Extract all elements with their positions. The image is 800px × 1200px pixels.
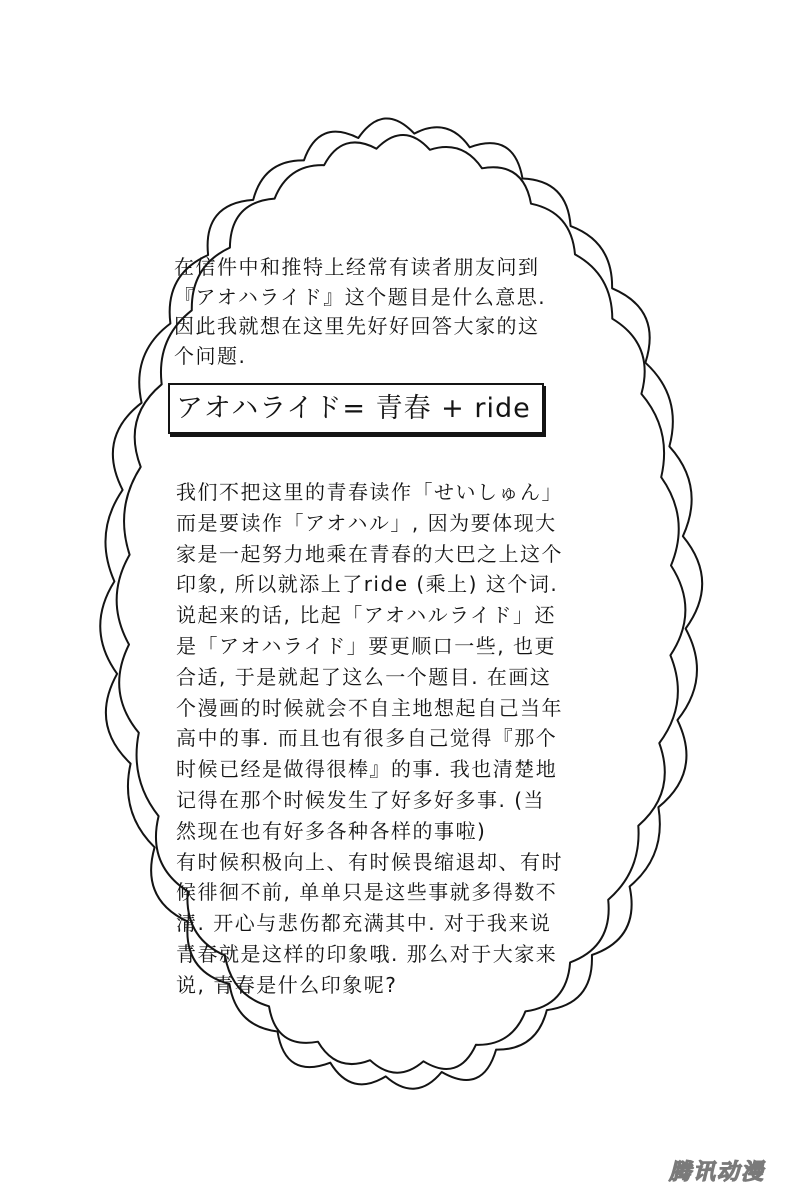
body-paragraph: [176, 477, 563, 1001]
body-line: 说起来的话, 比起「アオハルライド」还: [176, 603, 557, 628]
body-line: 清. 开心与悲伤都充满其中. 对于我来说: [176, 911, 552, 936]
body-line: 然现在也有好多各种各样的事啦): [176, 818, 487, 843]
body-line: 个漫画的时候就会不自主地想起自己当年: [176, 695, 563, 720]
watermark-logo: [652, 1158, 782, 1188]
body-line: 印象, 所以就添上了ride (乘上) 这个词.: [176, 572, 559, 597]
body-line: 说, 青春是什么印象呢?: [176, 972, 398, 997]
body-line: 有时候积极向上、有时候畏缩退却、有时: [176, 849, 563, 874]
body-line: 是「アオハライド」要更顺口一些, 也更: [176, 633, 557, 658]
body-line: 记得在那个时候发生了好多好多事. (当: [176, 787, 546, 812]
watermark-text: 腾讯动漫: [668, 1160, 765, 1185]
body-line: 青春就是这样的印象哦. 那么对于大家来: [176, 941, 558, 966]
body-line: 高中的事. 而且也有很多自己觉得『那个: [176, 726, 558, 751]
body-line: 我们不把这里的青春读作「せいしゅん」: [176, 480, 563, 504]
body-line: 时候已经是做得很棒』的事. 我也清楚地: [176, 757, 558, 782]
body-line: 合适, 于是就起了这么一个题目. 在画这: [176, 664, 552, 689]
intro-paragraph: [174, 253, 546, 371]
body-line: 家是一起努力地乘在青春的大巴之上这个: [176, 541, 563, 566]
intro-line: 因此我就想在这里先好好回答大家的这: [174, 314, 540, 338]
intro-line: 『アオハライド』这个题目是什么意思.: [174, 284, 547, 309]
body-line: 而是要读作「アオハル」, 因为要体现大: [176, 510, 557, 535]
body-line: 候徘徊不前, 单单只是这些事就多得数不: [176, 880, 558, 905]
intro-line: 在信件中和推特上经常有读者朋友问到: [174, 255, 540, 279]
intro-line: 个问题.: [174, 343, 247, 368]
title-equation-text: アオハライド= 青春 + ride: [176, 393, 531, 424]
title-equation-box: [168, 383, 544, 434]
